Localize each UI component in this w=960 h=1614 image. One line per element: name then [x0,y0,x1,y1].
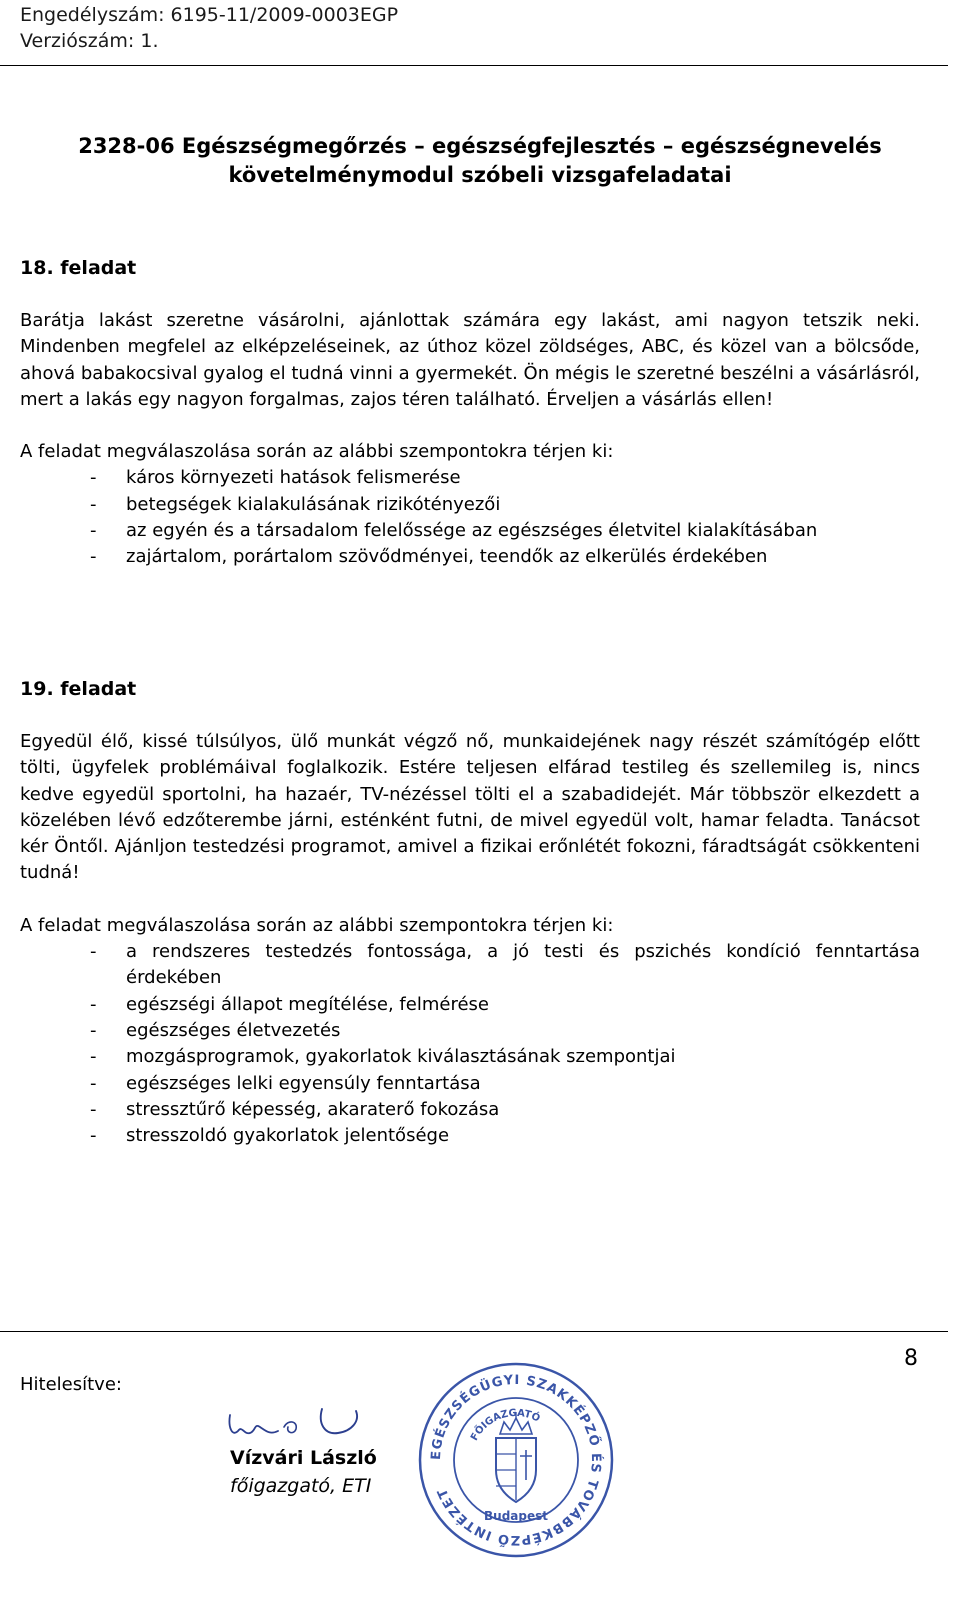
criteria-item: - zajártalom, porártalom szövődményei, teendők az elkerülés érdekében [90,546,768,568]
criteria-item: - stresszoldó gyakorlatok jelentősége [90,1125,450,1147]
header-divider [0,65,948,66]
stamp-inner-text: FŐIGAZGATÓ [469,1407,542,1443]
signer-title: főigazgató, ETI [230,1475,372,1497]
official-stamp-icon [416,1360,616,1560]
signer-name: Vízvári László [230,1447,377,1469]
footer-divider [0,1331,948,1332]
criteria-list [20,465,920,570]
page-header [20,2,398,54]
criteria-item: - egészséges lelki egyensúly fenntartása [90,1072,481,1094]
document-title-line-1: 2328-06 Egészségmegőrzés – egészségfejlesztés – egészségnevelés [78,134,882,158]
criteria-item: - stressztűrő képesség, akaraterő fokozása [90,1098,500,1120]
task-19 [20,676,920,1149]
license-number: Engedélyszám: 6195-11/2009-0003EGP [20,4,399,26]
criteria-item: - az egyén és a társadalom felelőssége az egészséges életvitel kialakításában [90,520,818,542]
document-title [60,132,900,190]
criteria-intro: A feladat megválaszolása során az alábbi szempontokra térjen ki: [20,441,614,463]
task-description: Barátja lakást szeretne vásárolni, ajánlottak számára egy lakást, ami nagyon tetszik neki. Mindenben megfelel az elképzeléseinek, az úthoz közel zöldséges, ABC, és közel van a bölcsőde, ahová babakocsival gyalog el tudná vinni a gyermekét. Ön mégis le szeretné beszélni a vásárlásról, mert a lakás egy nagyon forgalmas, zajos téren található. Érveljen a vásárlás ellen! [20,310,920,410]
criteria-list [20,939,920,1149]
document-title-line-2: követelménymodul szóbeli vizsgafeladatai [228,163,732,187]
certified-label: Hitelesítve: [20,1374,122,1395]
stamp-city-text: Budapest [484,1509,548,1523]
criteria-item: - káros környezeti hatások felismerése [90,467,461,489]
signature-icon [226,1405,376,1453]
criteria-item: - a rendszeres testedzés fontossága, a jó testi és pszichés kondíció fenntartása érdekében [90,941,920,989]
criteria-item: - mozgásprogramok, gyakorlatok kiválasztásának szempontjai [90,1046,676,1068]
criteria-intro: A feladat megválaszolása során az alábbi szempontokra térjen ki: [20,914,614,936]
stamp-ring-text: EGÉSZSÉGÜGYI SZAKKÉPZŐ ÉS TOVÁBBKÉPZŐ INTÉZET [428,1372,604,1548]
criteria-item: - egészségi állapot megítélése, felmérése [90,993,489,1015]
task-18 [20,255,920,571]
task-title: 19. feladat [20,678,137,700]
criteria-item: - egészséges életvezetés [90,1019,341,1041]
task-description: Egyedül élő, kissé túlsúlyos, ülő munkát végző nő, munkaidejének nagy részét számítógép előtt tölti, ügyfelek problémáival foglalkozik. Estére teljesen elfárad testileg és szellemileg is, nincs kedve egyedül sportolni, ha hazaér, TV-nézéssel tölti el a szabadidejét. Már többször elkezdett a közelében lévő edzőterembe járni, esténként futni, de mivel egyedül volt, hamar feladta. Tanácsot kér Öntől. Ajánljon testedzési programot, amivel a fizikai erőnlétét fokozni, fáradtságát csökkenteni tudná! [20,731,920,884]
page-number: 8 [904,1346,918,1371]
criteria-item: - betegségek kialakulásának rizikótényezői [90,493,501,515]
task-title: 18. feladat [20,257,137,279]
version-number: Verziószám: 1. [20,30,159,52]
